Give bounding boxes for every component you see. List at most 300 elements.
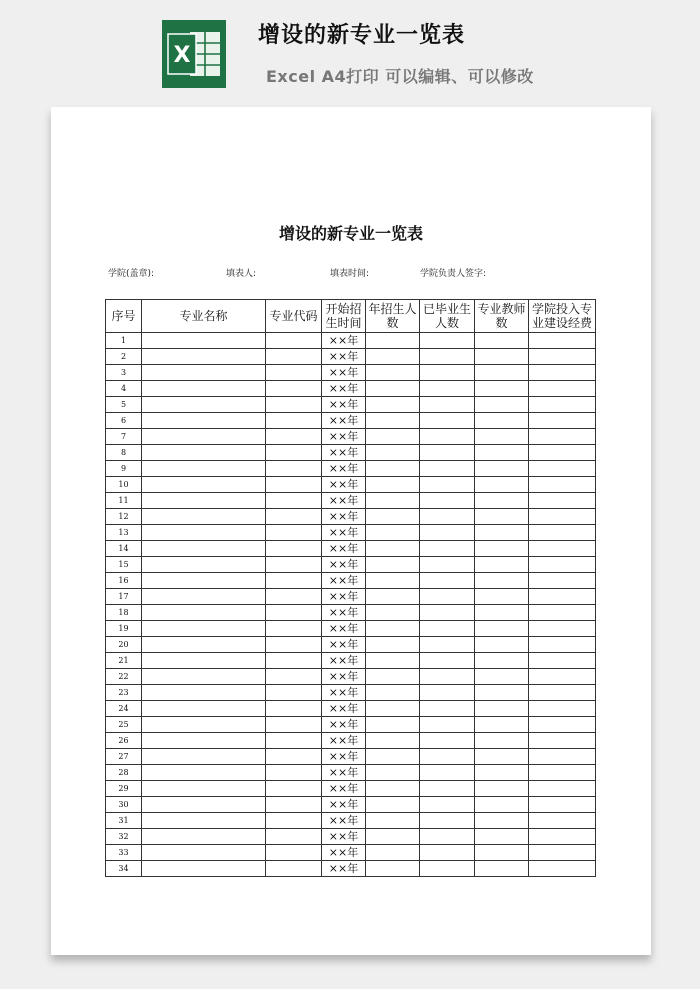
table-cell[interactable] (529, 717, 596, 733)
table-row (106, 541, 596, 557)
table-cell[interactable] (266, 429, 322, 445)
table-cell[interactable] (266, 509, 322, 525)
table-cell[interactable] (475, 813, 529, 829)
table-cell[interactable] (420, 733, 475, 749)
table-cell[interactable] (475, 413, 529, 429)
table-cell[interactable] (420, 797, 475, 813)
start-year-cell[interactable]: ××年 (322, 397, 366, 413)
table-cell[interactable] (366, 413, 420, 429)
col-header-index: 序号 (106, 300, 142, 333)
table-row (106, 781, 596, 797)
row-index-cell: 23 (106, 685, 142, 701)
table-cell[interactable] (420, 861, 475, 877)
table-cell[interactable] (529, 397, 596, 413)
table-cell[interactable] (142, 445, 266, 461)
table-row (106, 509, 596, 525)
table-cell[interactable] (529, 557, 596, 573)
start-year-cell[interactable]: ××年 (322, 845, 366, 861)
start-year-cell[interactable]: ××年 (322, 589, 366, 605)
start-year-cell[interactable]: ××年 (322, 781, 366, 797)
table-cell[interactable] (475, 381, 529, 397)
start-year-cell[interactable]: ××年 (322, 509, 366, 525)
table-cell[interactable] (420, 365, 475, 381)
start-year-cell[interactable]: ××年 (322, 717, 366, 733)
table-cell[interactable] (266, 845, 322, 861)
table-cell[interactable] (529, 781, 596, 797)
table-cell[interactable] (420, 589, 475, 605)
start-year-cell[interactable]: ××年 (322, 733, 366, 749)
start-year-cell[interactable]: ××年 (322, 813, 366, 829)
table-cell[interactable] (266, 717, 322, 733)
row-index-cell: 30 (106, 797, 142, 813)
table-cell[interactable] (475, 829, 529, 845)
table-cell[interactable] (142, 605, 266, 621)
start-year-cell[interactable]: ××年 (322, 477, 366, 493)
table-cell[interactable] (529, 637, 596, 653)
table-cell[interactable] (366, 445, 420, 461)
row-index-cell: 17 (106, 589, 142, 605)
table-cell[interactable] (366, 333, 420, 349)
start-year-cell[interactable]: ××年 (322, 429, 366, 445)
table-cell[interactable] (366, 669, 420, 685)
start-year-cell[interactable]: ××年 (322, 461, 366, 477)
table-cell[interactable] (142, 397, 266, 413)
table-row (106, 765, 596, 781)
table-cell[interactable] (366, 429, 420, 445)
table-cell[interactable] (529, 493, 596, 509)
table-cell[interactable] (366, 797, 420, 813)
row-index-cell: 16 (106, 573, 142, 589)
start-year-cell[interactable]: ××年 (322, 413, 366, 429)
table-cell[interactable] (142, 493, 266, 509)
row-index-cell: 21 (106, 653, 142, 669)
table-cell[interactable] (475, 621, 529, 637)
table-cell[interactable] (529, 365, 596, 381)
table-row (106, 621, 596, 637)
table-cell[interactable] (366, 685, 420, 701)
table-cell[interactable] (529, 349, 596, 365)
table-cell[interactable] (529, 509, 596, 525)
table-cell[interactable] (475, 589, 529, 605)
col-header-start-time: 开始招生时间 (322, 300, 366, 333)
table-cell[interactable] (366, 477, 420, 493)
table-cell[interactable] (475, 461, 529, 477)
table-row (106, 333, 596, 349)
table-cell[interactable] (266, 653, 322, 669)
table-cell[interactable] (266, 573, 322, 589)
table-cell[interactable] (475, 701, 529, 717)
table-cell[interactable] (266, 733, 322, 749)
start-year-cell[interactable]: ××年 (322, 349, 366, 365)
start-year-cell[interactable]: ××年 (322, 493, 366, 509)
table-cell[interactable] (420, 605, 475, 621)
table-cell[interactable] (366, 813, 420, 829)
table-cell[interactable] (529, 541, 596, 557)
start-year-cell[interactable]: ××年 (322, 701, 366, 717)
table-row (106, 557, 596, 573)
table-cell[interactable] (142, 477, 266, 493)
table-cell[interactable] (529, 333, 596, 349)
table-cell[interactable] (475, 573, 529, 589)
row-index-cell: 25 (106, 717, 142, 733)
table-cell[interactable] (529, 525, 596, 541)
table-cell[interactable] (142, 861, 266, 877)
table-cell[interactable] (266, 685, 322, 701)
table-cell[interactable] (475, 685, 529, 701)
table-cell[interactable] (475, 861, 529, 877)
table-cell[interactable] (420, 525, 475, 541)
table-cell[interactable] (142, 333, 266, 349)
start-year-cell[interactable]: ××年 (322, 573, 366, 589)
table-cell[interactable] (420, 381, 475, 397)
start-year-cell[interactable]: ××年 (322, 637, 366, 653)
table-cell[interactable] (475, 333, 529, 349)
table-cell[interactable] (529, 589, 596, 605)
table-cell[interactable] (366, 397, 420, 413)
table-cell[interactable] (366, 605, 420, 621)
table-row (106, 717, 596, 733)
table-cell[interactable] (142, 413, 266, 429)
table-cell[interactable] (266, 669, 322, 685)
table-cell[interactable] (420, 829, 475, 845)
table-cell[interactable] (266, 349, 322, 365)
table-cell[interactable] (266, 333, 322, 349)
table-row (106, 477, 596, 493)
table-cell[interactable] (420, 429, 475, 445)
table-cell[interactable] (475, 637, 529, 653)
row-index-cell: 11 (106, 493, 142, 509)
table-cell[interactable] (529, 765, 596, 781)
table-cell[interactable] (529, 813, 596, 829)
row-index-cell: 6 (106, 413, 142, 429)
table-cell[interactable] (420, 397, 475, 413)
table-cell[interactable] (475, 781, 529, 797)
table-cell[interactable] (142, 749, 266, 765)
table-cell[interactable] (420, 845, 475, 861)
table-cell[interactable] (366, 493, 420, 509)
table-cell[interactable] (475, 349, 529, 365)
table-cell[interactable] (266, 445, 322, 461)
table-cell[interactable] (266, 541, 322, 557)
table-cell[interactable] (529, 749, 596, 765)
table-cell[interactable] (366, 637, 420, 653)
table-row (106, 861, 596, 877)
table-cell[interactable] (142, 525, 266, 541)
table-cell[interactable] (529, 381, 596, 397)
table-cell[interactable] (366, 653, 420, 669)
start-year-cell[interactable]: ××年 (322, 621, 366, 637)
table-cell[interactable] (475, 509, 529, 525)
table-row (106, 845, 596, 861)
table-cell[interactable] (266, 605, 322, 621)
table-cell[interactable] (142, 621, 266, 637)
row-index-cell: 26 (106, 733, 142, 749)
table-cell[interactable] (529, 621, 596, 637)
table-cell[interactable] (266, 829, 322, 845)
table-cell[interactable] (529, 701, 596, 717)
document-sheet (51, 107, 651, 955)
table-cell[interactable] (529, 685, 596, 701)
table-cell[interactable] (475, 749, 529, 765)
table-cell[interactable] (366, 557, 420, 573)
row-index-cell: 12 (106, 509, 142, 525)
table-cell[interactable] (142, 365, 266, 381)
meta-filler-label: 填表人: (226, 269, 257, 279)
table-cell[interactable] (266, 765, 322, 781)
table-cell[interactable] (142, 701, 266, 717)
start-year-cell[interactable]: ××年 (322, 557, 366, 573)
col-header-funding: 学院投入专业建设经费 (529, 300, 596, 333)
table-cell[interactable] (475, 477, 529, 493)
table-cell[interactable] (142, 461, 266, 477)
start-year-cell[interactable]: ××年 (322, 653, 366, 669)
table-cell[interactable] (266, 781, 322, 797)
table-cell[interactable] (529, 573, 596, 589)
table-cell[interactable] (529, 461, 596, 477)
excel-file-icon (162, 20, 226, 88)
start-year-cell[interactable]: ××年 (322, 605, 366, 621)
table-cell[interactable] (420, 669, 475, 685)
table-cell[interactable] (366, 589, 420, 605)
table-cell[interactable] (420, 509, 475, 525)
table-cell[interactable] (366, 749, 420, 765)
col-header-graduates: 已毕业生人数 (420, 300, 475, 333)
table-row (106, 349, 596, 365)
start-year-cell[interactable]: ××年 (322, 765, 366, 781)
table-cell[interactable] (529, 429, 596, 445)
start-year-cell[interactable]: ××年 (322, 861, 366, 877)
table-cell[interactable] (366, 845, 420, 861)
table-cell[interactable] (475, 765, 529, 781)
table-row (106, 589, 596, 605)
table-cell[interactable] (142, 509, 266, 525)
start-year-cell[interactable]: ××年 (322, 541, 366, 557)
start-year-cell[interactable]: ××年 (322, 669, 366, 685)
table-row (106, 429, 596, 445)
table-cell[interactable] (366, 861, 420, 877)
excel-logo-letter: X (173, 43, 191, 68)
table-cell[interactable] (366, 765, 420, 781)
table-row (106, 797, 596, 813)
table-cell[interactable] (475, 797, 529, 813)
start-year-cell[interactable]: ××年 (322, 333, 366, 349)
row-index-cell: 22 (106, 669, 142, 685)
table-cell[interactable] (529, 797, 596, 813)
meta-signature-label: 学院负责人签字: (420, 269, 487, 279)
table-cell[interactable] (420, 621, 475, 637)
table-cell[interactable] (142, 381, 266, 397)
table-cell[interactable] (529, 829, 596, 845)
table-cell[interactable] (420, 557, 475, 573)
table-cell[interactable] (420, 573, 475, 589)
table-cell[interactable] (366, 541, 420, 557)
table-cell[interactable] (475, 541, 529, 557)
table-cell[interactable] (142, 349, 266, 365)
table-cell[interactable] (142, 829, 266, 845)
col-header-teachers: 专业教师数 (475, 300, 529, 333)
row-index-cell: 4 (106, 381, 142, 397)
table-cell[interactable] (266, 797, 322, 813)
start-year-cell[interactable]: ××年 (322, 685, 366, 701)
table-cell[interactable] (366, 461, 420, 477)
table-cell[interactable] (266, 477, 322, 493)
table-row (106, 365, 596, 381)
table-cell[interactable] (475, 557, 529, 573)
table-cell[interactable] (142, 541, 266, 557)
start-year-cell[interactable]: ××年 (322, 829, 366, 845)
table-cell[interactable] (420, 637, 475, 653)
table-cell[interactable] (420, 685, 475, 701)
table-cell[interactable] (266, 621, 322, 637)
table-cell[interactable] (475, 605, 529, 621)
start-year-cell[interactable]: ××年 (322, 525, 366, 541)
table-cell[interactable] (142, 717, 266, 733)
table-cell[interactable] (529, 669, 596, 685)
table-cell[interactable] (266, 461, 322, 477)
row-index-cell: 20 (106, 637, 142, 653)
table-cell[interactable] (266, 637, 322, 653)
start-year-cell[interactable]: ××年 (322, 365, 366, 381)
table-cell[interactable] (529, 477, 596, 493)
table-cell[interactable] (266, 861, 322, 877)
meta-date-label: 填表时间: (330, 269, 370, 279)
table-cell[interactable] (529, 733, 596, 749)
table-cell[interactable] (420, 717, 475, 733)
table-cell[interactable] (266, 749, 322, 765)
document-title: 增设的新专业一览表 (278, 224, 423, 243)
row-index-cell: 8 (106, 445, 142, 461)
table-row (106, 445, 596, 461)
table-cell[interactable] (266, 557, 322, 573)
table-cell[interactable] (366, 829, 420, 845)
table-cell[interactable] (475, 717, 529, 733)
table-cell[interactable] (529, 413, 596, 429)
table-cell[interactable] (529, 653, 596, 669)
table-cell[interactable] (266, 381, 322, 397)
table-cell[interactable] (142, 733, 266, 749)
table-cell[interactable] (475, 845, 529, 861)
table-cell[interactable] (420, 445, 475, 461)
table-cell[interactable] (420, 701, 475, 717)
row-index-cell: 19 (106, 621, 142, 637)
table-cell[interactable] (142, 573, 266, 589)
table-cell[interactable] (366, 381, 420, 397)
row-index-cell: 7 (106, 429, 142, 445)
table-cell[interactable] (475, 397, 529, 413)
table-cell[interactable] (420, 333, 475, 349)
table-cell[interactable] (475, 429, 529, 445)
table-cell[interactable] (266, 525, 322, 541)
header-title: 增设的新专业一览表 (258, 23, 466, 48)
table-cell[interactable] (420, 765, 475, 781)
table-cell[interactable] (475, 653, 529, 669)
table-cell[interactable] (142, 797, 266, 813)
table-cell[interactable] (266, 813, 322, 829)
table-cell[interactable] (366, 717, 420, 733)
table-body (106, 333, 596, 877)
table-cell[interactable] (475, 365, 529, 381)
row-index-cell: 32 (106, 829, 142, 845)
row-index-cell: 33 (106, 845, 142, 861)
start-year-cell[interactable]: ××年 (322, 381, 366, 397)
table-cell[interactable] (529, 445, 596, 461)
table-cell[interactable] (366, 365, 420, 381)
table-cell[interactable] (266, 589, 322, 605)
row-index-cell: 1 (106, 333, 142, 349)
table-cell[interactable] (420, 461, 475, 477)
row-index-cell: 31 (106, 813, 142, 829)
table-cell[interactable] (366, 701, 420, 717)
table-cell[interactable] (142, 685, 266, 701)
row-index-cell: 28 (106, 765, 142, 781)
row-index-cell: 18 (106, 605, 142, 621)
table-cell[interactable] (266, 701, 322, 717)
table-cell[interactable] (420, 541, 475, 557)
table-cell[interactable] (366, 733, 420, 749)
table-cell[interactable] (142, 781, 266, 797)
table-cell[interactable] (420, 349, 475, 365)
table-cell[interactable] (529, 845, 596, 861)
table-row (106, 493, 596, 509)
row-index-cell: 2 (106, 349, 142, 365)
table-cell[interactable] (142, 845, 266, 861)
table-cell[interactable] (142, 813, 266, 829)
meta-school-label: 学院(盖章): (108, 269, 155, 279)
table-cell[interactable] (366, 573, 420, 589)
table-cell[interactable] (475, 733, 529, 749)
table-cell[interactable] (420, 781, 475, 797)
table-cell[interactable] (475, 493, 529, 509)
table-cell[interactable] (529, 605, 596, 621)
table-cell[interactable] (142, 765, 266, 781)
table-cell[interactable] (142, 637, 266, 653)
table-cell[interactable] (142, 589, 266, 605)
table-cell[interactable] (529, 861, 596, 877)
table-cell[interactable] (475, 525, 529, 541)
table-cell[interactable] (475, 445, 529, 461)
table-cell[interactable] (366, 781, 420, 797)
table-cell[interactable] (366, 349, 420, 365)
start-year-cell[interactable]: ××年 (322, 445, 366, 461)
row-index-cell: 10 (106, 477, 142, 493)
table-cell[interactable] (420, 477, 475, 493)
table-cell[interactable] (420, 413, 475, 429)
table-cell[interactable] (142, 669, 266, 685)
table-cell[interactable] (266, 397, 322, 413)
table-cell[interactable] (142, 557, 266, 573)
table-cell[interactable] (420, 653, 475, 669)
row-index-cell: 27 (106, 749, 142, 765)
table-cell[interactable] (366, 509, 420, 525)
table-cell[interactable] (420, 813, 475, 829)
table-cell[interactable] (266, 365, 322, 381)
table-cell[interactable] (142, 653, 266, 669)
table-cell[interactable] (475, 669, 529, 685)
table-cell[interactable] (420, 493, 475, 509)
table-cell[interactable] (420, 749, 475, 765)
start-year-cell[interactable]: ××年 (322, 797, 366, 813)
table-cell[interactable] (366, 525, 420, 541)
table-cell[interactable] (366, 621, 420, 637)
table-cell[interactable] (266, 413, 322, 429)
table-cell[interactable] (266, 493, 322, 509)
start-year-cell[interactable]: ××年 (322, 749, 366, 765)
col-header-major-name: 专业名称 (142, 300, 266, 333)
majors-table (105, 299, 596, 877)
table-row (106, 669, 596, 685)
table-row (106, 605, 596, 621)
table-cell[interactable] (142, 429, 266, 445)
